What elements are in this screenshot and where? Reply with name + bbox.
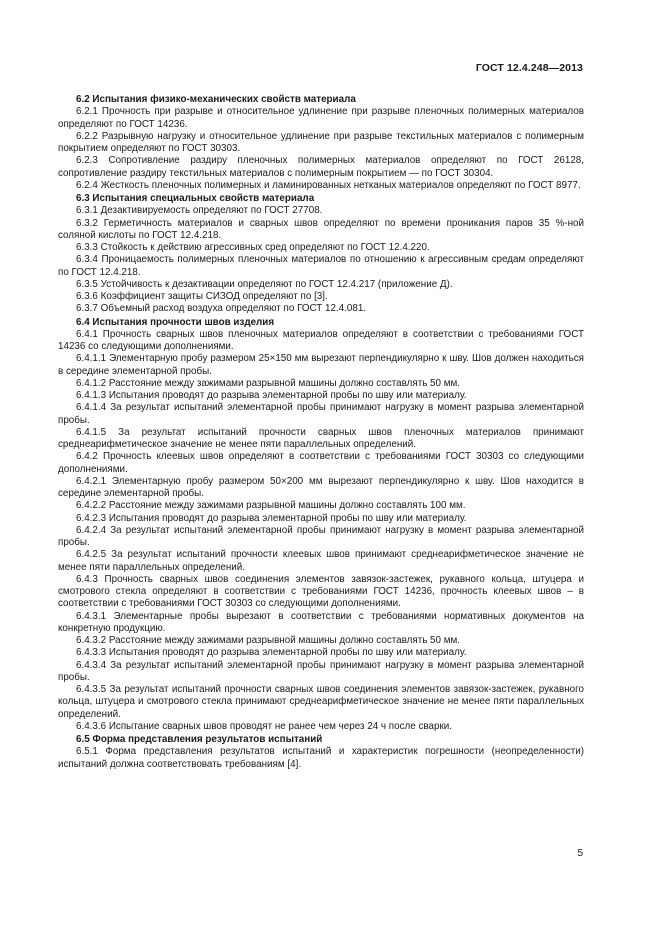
paragraph: 6.4.1.3 Испытания проводят до разрыва элементарной пробы по шву или материалу. <box>76 390 467 401</box>
paragraph: 6.3.4 Проницаемость полимерных пленочных материалов по отношению к агрессивным средам определяют по ГОСТ 12.4.218. <box>58 254 584 278</box>
paragraph: 6.4.1.1 Элементарную пробу размером 25×150 мм вырезают перпендикулярно к шву. Шов должен находиться в середине элементарной пробы. <box>58 353 584 377</box>
paragraph: 6.2.4 Жесткость пленочных полимерных и ламинированных нетканых материалов определяют по ГОСТ 8977. <box>76 179 581 191</box>
document-body <box>58 93 584 771</box>
paragraph: 6.4.3.6 Испытание сварных швов проводят не ранее чем через 24 ч после сварки. <box>76 720 453 732</box>
paragraph: 6.4.3.5 За результат испытаний прочности сварных швов соединения элементов завязок-застежек, рукавного кольца, штуцера и смотрового стекла принимают среднеарифметическое значение не менее пяти параллельных определений. <box>58 684 584 720</box>
paragraph: 6.2.3 Сопротивление раздиру пленочных полимерных материалов определяют по ГОСТ 26128, сопротивление раздиру текстильных материалов с полимерным покрытием — по ГОСТ 30304. <box>58 155 584 179</box>
paragraph: 6.4.1.5 За результат испытаний прочности сварных швов пленочных материалов принимают среднеарифметическое значение не менее пяти параллельных определений. <box>58 426 584 450</box>
paragraph: 6.2.1 Прочность при разрыве и относительное удлинение при разрыве пленочных полимерных материалов определяют по ГОСТ 14236. <box>58 106 584 130</box>
section-heading: 6.2 Испытания физико-механических свойств материала <box>76 94 356 105</box>
paragraph: 6.4.2.1 Элементарную пробу размером 50×200 мм вырезают перпендикулярно к шву. Шов находится в середине элементарной пробы. <box>58 475 584 499</box>
paragraph: 6.4.3.4 За результат испытаний элементарной пробы принимают нагрузку в момент разрыва элементарной пробы. <box>58 659 584 683</box>
paragraph: 6.3.2 Герметичность материалов и сварных швов определяют по времени проникания паров 35 %-ной соляной кислоты по ГОСТ 12.4.218. <box>58 217 584 241</box>
document-code: ГОСТ 12.4.248—2013 <box>475 62 583 74</box>
section-heading: 6.4 Испытания прочности швов изделия <box>76 316 275 328</box>
paragraph: 6.4.3.3 Испытания проводят до разрыва элементарной пробы по шву или материалу. <box>76 647 467 659</box>
paragraph: 6.2.2 Разрывную нагрузку и относительное удлинение при разрыве текстильных материалов с полимерным покрытием определяют по ГОСТ 30303. <box>58 130 584 154</box>
section-heading: 6.3 Испытания специальных свойств материала <box>76 193 315 204</box>
paragraph: 6.4.2.2 Расстояние между зажимами разрывной машины должно составлять 100 мм. <box>76 500 466 512</box>
paragraph: 6.4.3.1 Элементарные пробы вырезают в соответствии с требованиями нормативных документов на конкретную продукцию. <box>58 610 584 634</box>
paragraph: 6.4.2 Прочность клеевых швов определяют в соответствии с требованиями ГОСТ 30303 со следующими дополнениями. <box>58 451 584 475</box>
paragraph: 6.4.3 Прочность сварных швов соединения элементов завязок-застежек, рукавного кольца, штуцера и смотрового стекла определяют в соответствии с требованиями ГОСТ 14236, прочность клеевых швов – в соответствии с требованиями ГОСТ 30303 со следующими дополнениями. <box>58 573 584 610</box>
paragraph: 6.4.1.4 За результат испытаний элементарной пробы принимают нагрузку в момент разрыва элементарной пробы. <box>58 402 584 426</box>
paragraph: 6.4.1 Прочность сварных швов пленочных материалов определяют в соответствии с требованиями ГОСТ 14236 со следующими дополнениями. <box>58 328 584 352</box>
paragraph: 6.4.2.5 За результат испытаний прочности клеевых швов принимают среднеарифметическое значение не менее пяти параллельных определений. <box>58 549 584 573</box>
paragraph: 6.4.2.4 За результат испытаний элементарной пробы принимают нагрузку в момент разрыва элементарной пробы. <box>58 524 584 548</box>
paragraph: 6.3.6 Коэффициент защиты СИЗОД определяют по [3]. <box>76 291 328 302</box>
paragraph: 6.4.2.3 Испытания проводят до разрыва элементарной пробы по шву или материалу. <box>76 512 467 524</box>
paragraph: 6.3.3 Стойкость к действию агрессивных сред определяют по ГОСТ 12.4.220. <box>76 242 430 253</box>
paragraph: 6.4.1.2 Расстояние между зажимами разрывной машины должно составлять 50 мм. <box>76 377 461 389</box>
section-heading: 6.5 Форма представления результатов испытаний <box>76 734 323 745</box>
page-number: 5 <box>577 848 583 859</box>
paragraph: 6.4.3.2 Расстояние между зажимами разрывной машины должно составлять 50 мм. <box>76 635 461 646</box>
paragraph: 6.5.1 Форма представления результатов испытаний и характеристик погрешности (неопределенности) испытаний должна соответствовать требованиям [4]. <box>58 746 584 770</box>
paragraph: 6.3.5 Устойчивость к дезактивации определяют по ГОСТ 12.4.217 (приложение Д). <box>76 278 453 290</box>
paragraph: 6.3.1 Дезактивируемость определяют по ГОСТ 27708. <box>76 205 323 217</box>
paragraph: 6.3.7 Объемный расход воздуха определяют по ГОСТ 12.4.081. <box>76 303 367 315</box>
